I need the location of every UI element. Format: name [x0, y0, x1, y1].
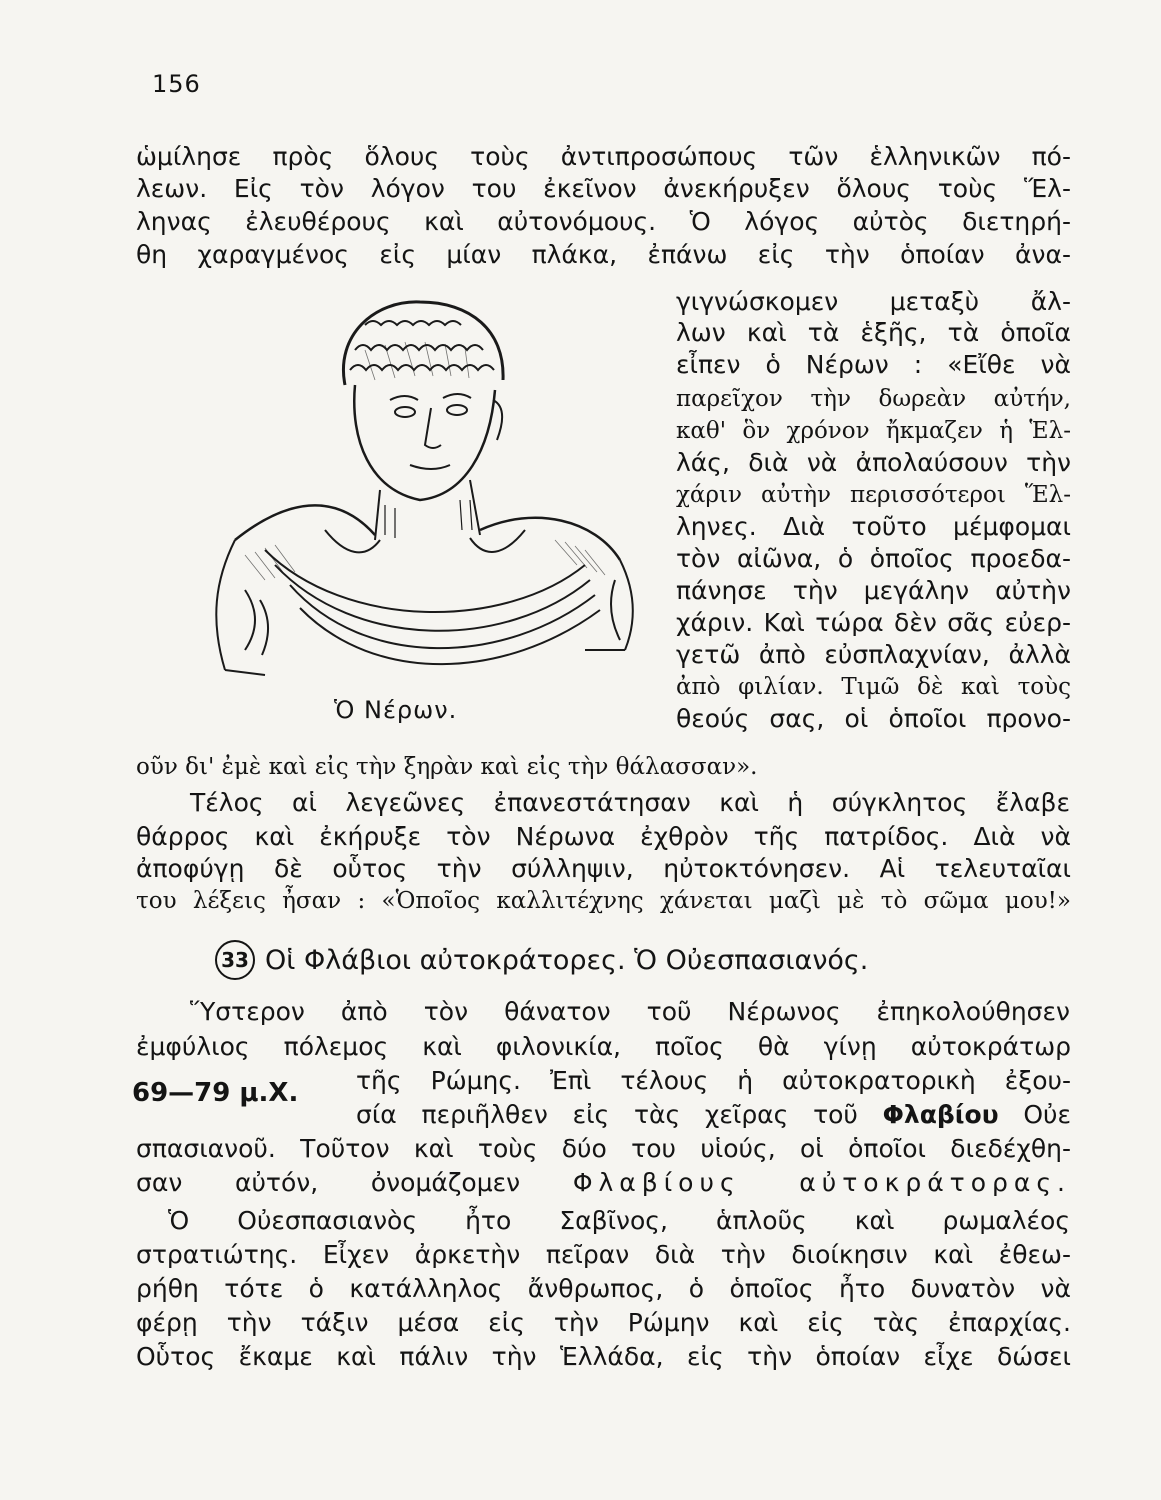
text-line: φέρῃ τὴν τάξιν μέσα εἰς τὴν Ρώμην καὶ εἰς τὰς ἐπαρχίας. — [136, 1308, 1071, 1337]
text-line: γετῶ ἀπὸ εὐσπλαχνίαν, ἀλλὰ — [676, 640, 1071, 669]
text-line: ἐμφύλιος πόλεμος καὶ φιλονικία, ποῖος θὰ γίνῃ αὐτοκράτωρ — [136, 1032, 1071, 1061]
text-line — [356, 1098, 1071, 1132]
text-line: ἀποφύγῃ δὲ οὗτος τὴν σύλληψιν, ηὐτοκτόνησεν. Αἱ τελευταῖαι — [136, 854, 1071, 883]
nero-bust-illustration — [205, 290, 645, 690]
text-line: Ὕστερον ἀπὸ τὸν θάνατον τοῦ Νέρωνος ἐπηκολούθησεν — [190, 997, 1070, 1026]
text-line: Οὗτος ἔκαμε καὶ πάλιν τὴν Ἑλλάδα, εἰς τὴν ὁποίαν εἶχε δώσει — [136, 1342, 1071, 1371]
page-number: 156 — [152, 70, 201, 98]
bold-name: Φλαβίου — [882, 1100, 999, 1129]
text-line: οῦν δι' ἐμὲ καὶ εἰς τὴν ξηρὰν καὶ εἰς τὴν θάλασσαν». — [136, 754, 758, 780]
text-line: θη χαραγμένος εἰς μίαν πλάκα, ἐπάνω εἰς τὴν ὁποίαν ἀνα- — [136, 240, 1071, 269]
text-line: πάνησε τὴν μεγάλην αὐτὴν — [676, 576, 1071, 605]
text-segment: Οὐε — [998, 1100, 1071, 1129]
text-line: θάρρος καὶ ἐκήρυξε τὸν Νέρωνα ἐχθρὸν τῆς πατρίδος. Διὰ νὰ — [136, 822, 1071, 851]
text-line: καθ' ὃν χρόνον ἤκμαζεν ἡ Ἑλ- — [676, 418, 1071, 444]
text-line: θεούς σας, οἱ ὁποῖοι προνο- — [676, 704, 1071, 733]
text-line: χάριν. Καὶ τώρα δὲν σᾶς εὐερ- — [676, 608, 1071, 637]
text-line: τῆς Ρώμης. Ἐπὶ τέλους ἡ αὐτοκρατορικὴ ἐξου- — [356, 1066, 1071, 1095]
text-segment: σαν αὐτόν, ὀνομάζομεν — [136, 1168, 573, 1197]
section-title: Οἱ Φλάβιοι αὐτοκράτορες. Ὁ Οὐεσπασιανός. — [265, 944, 869, 976]
text-line: του λέξεις ἦσαν : «Ὁποῖος καλλιτέχνης χάνεται μαζὶ μὲ τὸ σῶμα μου!» — [136, 888, 1071, 914]
text-line: εἶπεν ὁ Νέρων : «Εἴθε νὰ — [676, 350, 1071, 379]
bust-drawing — [205, 290, 645, 690]
text-line: παρεῖχον τὴν δωρεὰν αὐτήν, — [676, 386, 1071, 412]
text-line: Ὁ Οὐεσπασιανὸς ἦτο Σαβῖνος, ἁπλοῦς καὶ ρωμαλέος — [168, 1206, 1070, 1235]
text-line: λων καὶ τὰ ἑξῆς, τὰ ὁποῖα — [676, 318, 1071, 347]
text-line: ἀπὸ φιλίαν. Τιμῶ δὲ καὶ τοὺς — [676, 674, 1071, 700]
text-line: ρήθη τότε ὁ κατάλληλος ἄνθρωπος, ὁ ὁποῖος ἦτο δυνατὸν νὰ — [136, 1274, 1071, 1303]
text-line: ληνες. Διὰ τοῦτο μέμφομαι — [676, 512, 1071, 541]
section-number-badge: 33 — [215, 940, 255, 980]
text-line: Τέλος αἱ λεγεῶνες ἐπανεστάτησαν καὶ ἡ σύγκλητος ἔλαβε — [190, 788, 1070, 817]
text-line: τὸν αἰῶνα, ὁ ὁποῖος προεδα- — [676, 544, 1071, 573]
text-line: γιγνώσκομεν μεταξὺ ἄλ- — [676, 287, 1071, 316]
text-line: λεων. Εἰς τὸν λόγον του ἐκεῖνον ἀνεκήρυξεν ὅλους τοὺς Ἕλ- — [136, 174, 1071, 203]
margin-date: 69—79 μ.Χ. — [132, 1078, 299, 1108]
text-line: λάς, διὰ νὰ ἀπολαύσουν τὴν — [676, 448, 1071, 477]
text-line: ὡμίλησε πρὸς ὅλους τοὺς ἀντιπροσώπους τῶν ἑλληνικῶν πό- — [136, 142, 1071, 171]
text-segment: σία περιῆλθεν εἰς τὰς χεῖρας τοῦ — [356, 1100, 883, 1129]
text-line: χάριν αὐτὴν περισσότεροι Ἕλ- — [676, 482, 1071, 508]
figure-caption: Ὁ Νέρων. — [334, 696, 458, 724]
text-line: ληνας ἐλευθέρους καὶ αὐτονόμους. Ὁ λόγος αὐτὸς διετηρή- — [136, 207, 1071, 236]
text-line: στρατιώτης. Εἶχεν ἀρκετὴν πεῖραν διὰ τὴν διοίκησιν καὶ ἐθεω- — [136, 1240, 1071, 1269]
text-line: σπασιανοῦ. Τοῦτον καὶ τοὺς δύο του υἱούς, οἱ ὁποῖοι διεδέχθη- — [136, 1134, 1071, 1163]
text-line — [136, 1166, 1071, 1200]
section-heading — [215, 940, 868, 980]
spaced-emphasis: Φλαβίους αὐτοκράτορας. — [572, 1168, 1071, 1197]
